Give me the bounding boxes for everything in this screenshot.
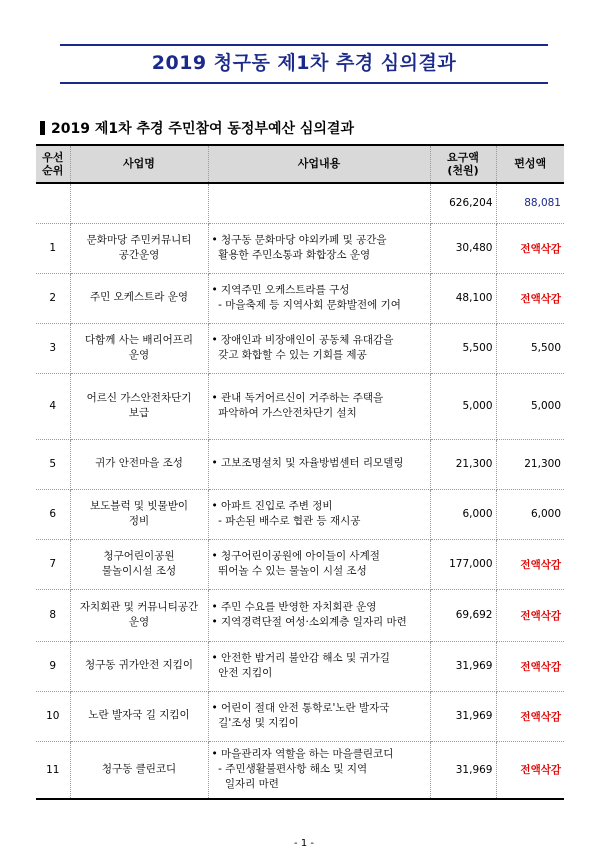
description-line: 안전 지킴이: [211, 667, 273, 679]
total-result: 88,081: [496, 183, 564, 223]
row-description: [208, 439, 430, 489]
total-desc-cell: [208, 183, 430, 223]
table-row: [36, 273, 564, 323]
row-project-name: [70, 373, 208, 439]
description-line: 뛰어놀 수 있는 물놀이 시설 조성: [211, 565, 367, 577]
row-result-cut: 전액삭감: [496, 641, 564, 691]
row-requested-amount: 30,480: [430, 223, 496, 273]
page-number: - 1 -: [294, 838, 314, 849]
row-description: [208, 373, 430, 439]
row-result-cut: 전액삭감: [496, 539, 564, 589]
header-result: 편성액: [496, 145, 564, 183]
project-name-line: 어르신 가스안전차단기: [86, 391, 192, 404]
row-description: [208, 539, 430, 589]
description-line: • 주민 수요를 반영한 자치회관 운영: [211, 600, 377, 613]
row-rank: 1: [36, 223, 70, 273]
row-rank: 8: [36, 589, 70, 641]
header-description: 사업내용: [208, 145, 430, 183]
row-result-cut: 전액삭감: [496, 589, 564, 641]
table-header-row: [36, 145, 564, 183]
row-result-amount: 5,000: [496, 373, 564, 439]
section-bullet-icon: [40, 121, 45, 135]
row-rank: 2: [36, 273, 70, 323]
total-name-cell: [70, 183, 208, 223]
row-requested-amount: 5,500: [430, 323, 496, 373]
table-row: [36, 439, 564, 489]
table-row: [36, 641, 564, 691]
section-heading: [40, 118, 354, 138]
table-row: [36, 589, 564, 641]
row-project-name: [70, 539, 208, 589]
description-line: • 아파트 진입로 주변 정비: [211, 499, 333, 512]
row-requested-amount: 48,100: [430, 273, 496, 323]
description-line: 파악하여 가스안전차단기 설치: [211, 407, 357, 419]
table-row: [36, 741, 564, 799]
row-project-name: [70, 439, 208, 489]
row-requested-amount: 5,000: [430, 373, 496, 439]
description-line: - 파손된 배수로 협관 등 재시공: [211, 515, 361, 527]
row-rank: 7: [36, 539, 70, 589]
row-requested-amount: 6,000: [430, 489, 496, 539]
row-requested-amount: 31,969: [430, 691, 496, 741]
row-description: [208, 691, 430, 741]
description-line: • 안전한 밤거리 불안감 해소 및 귀가길: [211, 651, 390, 664]
project-name-line: 보도블럭 및 빗물받이: [90, 499, 188, 512]
description-line: • 지역주민 오케스트라를 구성: [211, 283, 350, 296]
project-name-line: 공간운영: [118, 249, 160, 261]
project-name-line: 청구어린이공원: [103, 549, 175, 562]
row-description: [208, 323, 430, 373]
description-line: 길'조성 및 지킴이: [211, 717, 299, 729]
row-project-name: [70, 741, 208, 799]
row-rank: 5: [36, 439, 70, 489]
description-line: • 관내 독거어르신이 거주하는 주택을: [211, 391, 384, 404]
row-result-cut: 전액삭감: [496, 273, 564, 323]
row-requested-amount: 21,300: [430, 439, 496, 489]
total-requested: 626,204: [430, 183, 496, 223]
description-line: • 청구어린이공원에 아이들이 사계절: [211, 549, 380, 562]
project-name-line: 정비: [128, 515, 150, 527]
project-name-line: 청구동 귀가안전 지킴이: [84, 659, 194, 672]
row-rank: 10: [36, 691, 70, 741]
table-total-row: [36, 183, 564, 223]
row-requested-amount: 31,969: [430, 741, 496, 799]
table-row: [36, 539, 564, 589]
row-description: [208, 741, 430, 799]
header-rank: 우선 순위: [36, 145, 70, 183]
row-description: [208, 273, 430, 323]
header-requested: 요구액 (천원): [430, 145, 496, 183]
description-line: • 마을관리자 역할을 하는 마을클린코디: [211, 747, 394, 760]
project-name-line: 운영: [128, 349, 150, 361]
row-rank: 9: [36, 641, 70, 691]
description-line: - 주민생활불편사항 해소 및 지역: [211, 763, 368, 776]
row-project-name: [70, 273, 208, 323]
row-description: [208, 223, 430, 273]
row-result-amount: 21,300: [496, 439, 564, 489]
row-result-amount: 5,500: [496, 323, 564, 373]
row-project-name: [70, 489, 208, 539]
table-row: [36, 489, 564, 539]
row-rank: 11: [36, 741, 70, 799]
description-line: • 지역경력단절 여성·소외계층 일자리 마련: [211, 616, 407, 628]
row-result-cut: 전액삭감: [496, 223, 564, 273]
description-line: 활용한 주민소통과 화합장소 운영: [211, 249, 371, 261]
title-rule-bottom: [60, 82, 548, 84]
row-rank: 6: [36, 489, 70, 539]
project-name-line: 자치회관 및 커뮤니티공간: [79, 600, 199, 613]
project-name-line: 노란 발자국 길 지킴이: [88, 709, 190, 722]
project-name-line: 주민 오케스트라 운영: [90, 291, 188, 304]
row-requested-amount: 69,692: [430, 589, 496, 641]
row-result-amount: 6,000: [496, 489, 564, 539]
project-name-line: 문화마당 주민커뮤니티: [86, 233, 192, 246]
project-name-line: 귀가 안전마을 조성: [95, 457, 183, 470]
description-line: • 청구동 문화마당 야외카페 및 공간을: [211, 233, 387, 246]
project-name-line: 보급: [128, 407, 150, 419]
row-project-name: [70, 323, 208, 373]
description-line: • 어린이 절대 안전 통학로'노란 발자국: [211, 701, 390, 714]
table-row: [36, 691, 564, 741]
total-rank-cell: [36, 183, 70, 223]
page-title: 2019 청구동 제1차 추경 심의결과: [151, 52, 457, 74]
row-rank: 4: [36, 373, 70, 439]
row-project-name: [70, 589, 208, 641]
header-name: 사업명: [70, 145, 208, 183]
description-line: • 고보조명설치 및 자율방범센터 리모델링: [211, 457, 404, 470]
row-description: [208, 489, 430, 539]
budget-table: [36, 144, 564, 800]
project-name-line: 청구동 클린코디: [101, 763, 177, 776]
project-name-line: 운영: [128, 616, 150, 628]
row-rank: 3: [36, 323, 70, 373]
description-line: • 장애인과 비장애인이 공동체 유대감을: [211, 333, 394, 346]
description-line: 일자리 마련: [211, 778, 279, 791]
table-row: [36, 323, 564, 373]
row-requested-amount: 31,969: [430, 641, 496, 691]
row-result-cut: 전액삭감: [496, 691, 564, 741]
row-requested-amount: 177,000: [430, 539, 496, 589]
project-name-line: 물놀이시설 조성: [101, 565, 177, 577]
table-row: [36, 223, 564, 273]
row-project-name: [70, 223, 208, 273]
title-rule-top: [60, 44, 548, 46]
row-project-name: [70, 641, 208, 691]
description-line: - 마을축제 등 지역사회 문화발전에 기여: [211, 299, 401, 311]
project-name-line: 다함께 사는 배리어프리: [84, 333, 194, 346]
row-description: [208, 589, 430, 641]
section-title-text: 2019 제1차 추경 주민참여 동정부예산 심의결과: [51, 121, 354, 137]
row-description: [208, 641, 430, 691]
description-line: 갖고 화합할 수 있는 기회를 제공: [211, 349, 367, 361]
table-row: [36, 373, 564, 439]
row-result-cut: 전액삭감: [496, 741, 564, 799]
row-project-name: [70, 691, 208, 741]
